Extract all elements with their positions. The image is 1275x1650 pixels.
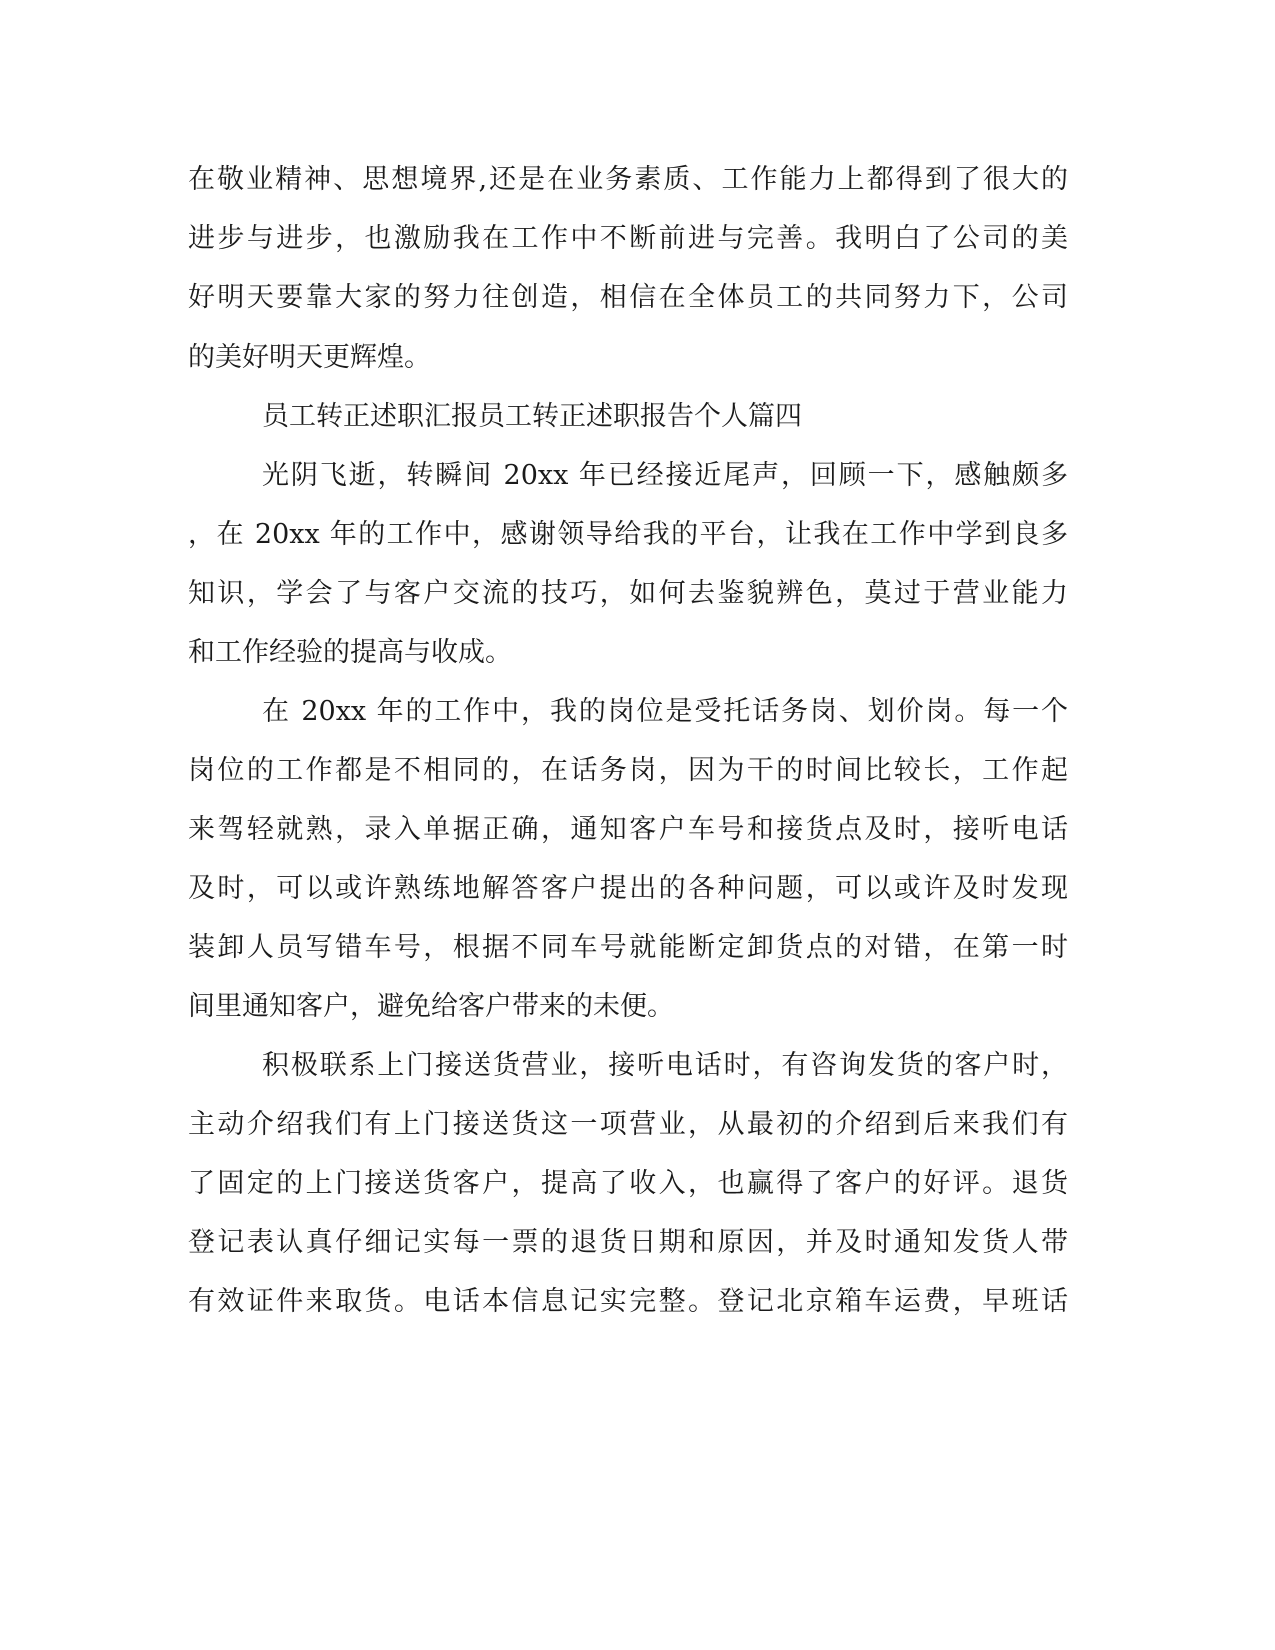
text-line-2: 进步与进步，也激励我在工作中不断前进与完善。我明白了公司的美 [188,223,1068,254]
text-line-8: 知识，学会了与客户交流的技巧，如何去鉴貌辨色，莫过于营业能力 [188,578,1068,609]
text-line-11: 岗位的工作都是不相同的，在话务岗，因为干的时间比较长，工作起 [188,755,1068,786]
text-line-13: 及时，可以或许熟练地解答客户提出的各种问题，可以或许及时发现 [188,873,1068,904]
section-heading: 员工转正述职汇报员工转正述职报告个人篇四 [262,401,802,432]
text-line-1: 在敬业精神、思想境界,还是在业务素质、工作能力上都得到了很大的 [188,164,1068,195]
text-line-6: 光阴飞逝，转瞬间 20xx 年已经接近尾声，回顾一下，感触颇多 [262,460,1068,491]
text-line-16: 积极联系上门接送货营业，接听电话时，有咨询发货的客户时， [262,1050,1068,1081]
text-line-17: 主动介绍我们有上门接送货这一项营业，从最初的介绍到后来我们有 [188,1109,1068,1140]
text-line-15: 间里通知客户，避免给客户带来的未便。 [188,991,674,1022]
text-line-18: 了固定的上门接送货客户，提高了收入，也赢得了客户的好评。退货 [188,1168,1068,1199]
text-line-7: ，在 20xx 年的工作中，感谢领导给我的平台，让我在工作中学到良多 [188,519,1068,550]
text-line-19: 登记表认真仔细记实每一票的退货日期和原因，并及时通知发货人带 [188,1227,1068,1258]
text-line-3: 好明天要靠大家的努力往创造，相信在全体员工的共同努力下，公司 [188,282,1068,313]
text-line-14: 装卸人员写错车号，根据不同车号就能断定卸货点的对错，在第一时 [188,932,1068,963]
text-line-20: 有效证件来取货。电话本信息记实完整。登记北京箱车运费，早班话 [188,1286,1068,1317]
text-line-12: 来驾轻就熟，录入单据正确，通知客户车号和接货点及时，接听电话 [188,814,1068,845]
text-line-9: 和工作经验的提高与收成。 [188,637,512,668]
text-line-4: 的美好明天更辉煌。 [188,342,431,373]
text-line-10: 在 20xx 年的工作中，我的岗位是受托话务岗、划价岗。每一个 [262,696,1068,727]
